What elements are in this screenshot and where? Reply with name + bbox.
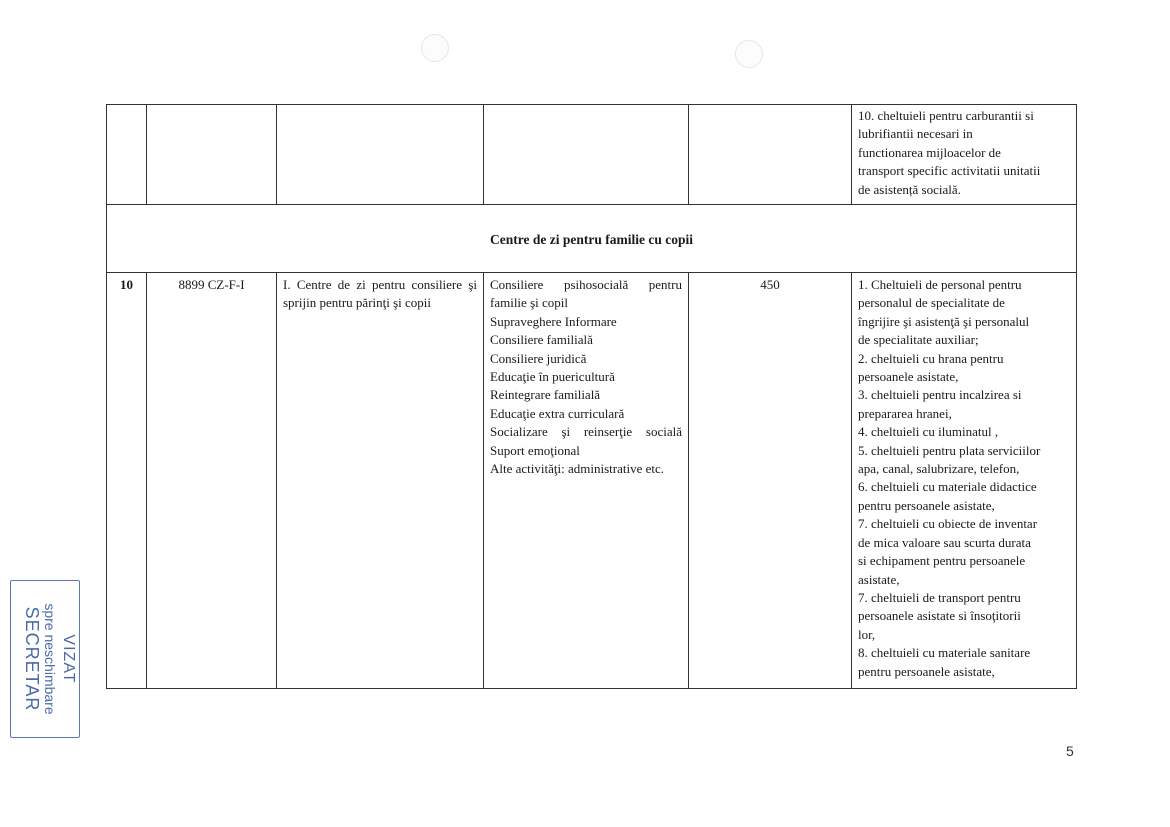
table-row-section-heading bbox=[107, 205, 1077, 273]
cell-empty bbox=[277, 105, 484, 205]
table-row-continued bbox=[107, 105, 1077, 205]
expense-line: 5. cheltuieli pentru plata serviciilor bbox=[858, 442, 1041, 458]
cell-expenses bbox=[852, 273, 1077, 689]
expense-line: îngrijire şi asistenţă şi personalul bbox=[858, 313, 1030, 329]
cell-service-name: I. Centre de zi pentru consiliere şi sprijin pentru părinţi şi copii bbox=[277, 273, 484, 689]
expense-line: de asistență socială. bbox=[858, 181, 961, 197]
cell-empty bbox=[147, 105, 277, 205]
page-number: 5 bbox=[1066, 743, 1074, 759]
activity-item: Educaţie în puericultură bbox=[490, 369, 615, 385]
activity-item: Consiliere psihosocială pentru familie şi copil bbox=[490, 277, 682, 311]
activity-item: Reintegrare familială bbox=[490, 387, 601, 403]
expense-line: 6. cheltuieli cu materiale didactice bbox=[858, 479, 1037, 495]
punch-hole-left bbox=[421, 34, 449, 62]
expense-line: transport specific activitatii unitatii bbox=[858, 163, 1041, 179]
activity-item: Alte activităţi: administrative etc. bbox=[490, 461, 664, 477]
services-table bbox=[106, 104, 1077, 689]
section-heading: Centre de zi pentru familie cu copii bbox=[107, 205, 1077, 273]
expense-line: apa, canal, salubrizare, telefon, bbox=[858, 461, 1020, 477]
cell-expenses-continued bbox=[852, 105, 1077, 205]
expense-line: personalul de specialitate de bbox=[858, 295, 1005, 311]
activity-item: Supraveghere Informare bbox=[490, 313, 617, 329]
expense-line: 7. cheltuieli de transport pentru bbox=[858, 589, 1021, 605]
expense-line: 3. cheltuieli pentru incalzirea si bbox=[858, 387, 1022, 403]
cell-code: 8899 CZ-F-I bbox=[147, 273, 277, 689]
stamp-line: VIZAT bbox=[60, 634, 77, 684]
cell-nr: 10 bbox=[107, 273, 147, 689]
expense-line: functionarea mijloacelor de bbox=[858, 144, 1001, 160]
expense-line: 10. cheltuieli pentru carburantii si bbox=[858, 108, 1034, 123]
cell-activities bbox=[484, 273, 689, 689]
expense-line: lor, bbox=[858, 626, 876, 642]
activity-item: Consiliere familială bbox=[490, 332, 593, 348]
expense-line: persoanele asistate si însoţitorii bbox=[858, 608, 1021, 624]
activity-item: Educaţie extra curriculară bbox=[490, 405, 625, 421]
expense-line: 1. Cheltuieli de personal pentru bbox=[858, 277, 1022, 292]
expense-line: lubrifiantii necesari in bbox=[858, 126, 973, 142]
expense-line: de specialitate auxiliar; bbox=[858, 332, 979, 348]
cell-empty bbox=[484, 105, 689, 205]
expense-line: pentru persoanele asistate, bbox=[858, 663, 995, 679]
punch-hole-right bbox=[735, 40, 763, 68]
activity-item: Socializare şi reinserţie socială Suport emoţional bbox=[490, 424, 682, 458]
activity-item: Consiliere juridică bbox=[490, 350, 587, 366]
expense-line: persoanele asistate, bbox=[858, 369, 959, 385]
expense-line: 7. cheltuieli cu obiecte de inventar bbox=[858, 516, 1038, 532]
expense-line: asistate, bbox=[858, 571, 900, 587]
expense-line: si echipament pentru persoanele bbox=[858, 553, 1026, 569]
stamp-line: SECRETAR bbox=[22, 606, 42, 712]
cell-empty bbox=[107, 105, 147, 205]
expense-line: 2. cheltuieli cu hrana pentru bbox=[858, 350, 1004, 366]
vizat-stamp bbox=[10, 580, 80, 738]
expense-line: prepararea hranei, bbox=[858, 405, 952, 421]
cell-empty bbox=[689, 105, 852, 205]
stamp-line: spre neschimbare bbox=[42, 603, 58, 715]
expense-line: 8. cheltuieli cu materiale sanitare bbox=[858, 645, 1031, 661]
table-row bbox=[107, 273, 1077, 689]
expense-line: 4. cheltuieli cu iluminatul , bbox=[858, 424, 999, 440]
expense-line: de mica valoare sau scurta durata bbox=[858, 534, 1031, 550]
cell-value: 450 bbox=[689, 273, 852, 689]
expense-line: pentru persoanele asistate, bbox=[858, 497, 995, 513]
